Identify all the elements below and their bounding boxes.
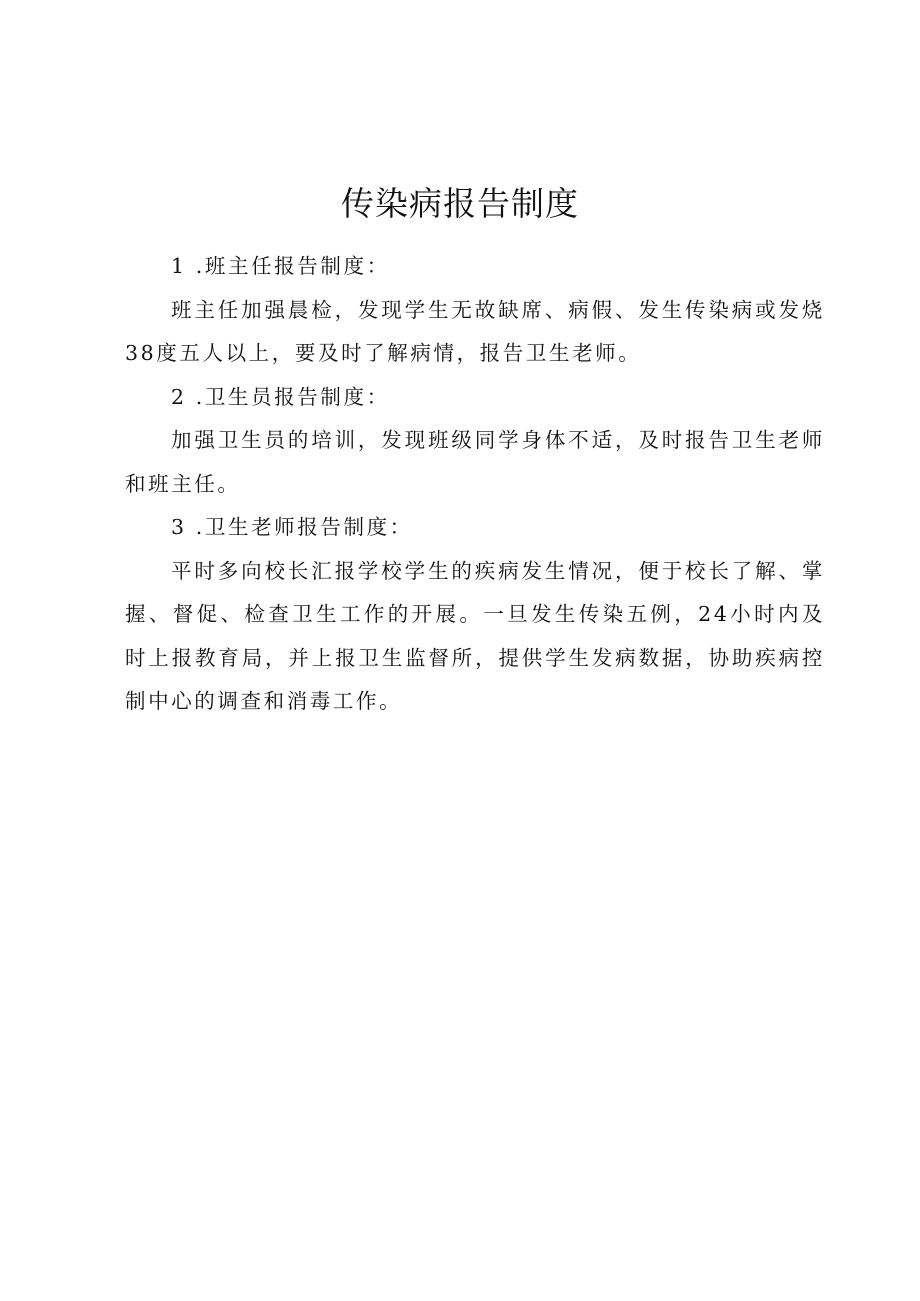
section-health-monitor xyxy=(125,376,825,507)
section-paragraph: 平时多向校长汇报学校学生的疾病发生情况，便于校长了解、掌握、督促、检查卫生工作的开展。一旦发生传染五例，24小时内及时上报教育局，并上报卫生监督所，提供学生发病数据，协助疾病控制中心的调查和消毒工作。 xyxy=(125,558,825,713)
section-paragraph: 班主任加强晨检，发现学生无故缺席、病假、发生传染病或发烧38度五人以上，要及时了解病情，报告卫生老师。 xyxy=(125,297,825,365)
section-heading: 1 .班主任报告制度： xyxy=(171,254,390,278)
section-homeroom-teacher xyxy=(125,245,825,376)
section-heading: 3 .卫生老师报告制度： xyxy=(171,515,413,539)
section-heading: 2 .卫生员报告制度： xyxy=(171,384,390,409)
document-body xyxy=(125,245,825,724)
section-health-teacher xyxy=(125,506,825,724)
section-paragraph: 加强卫生员的培训，发现班级同学身体不适，及时报告卫生老师和班主任。 xyxy=(125,428,825,496)
document-title: 传染病报告制度 xyxy=(341,184,579,223)
